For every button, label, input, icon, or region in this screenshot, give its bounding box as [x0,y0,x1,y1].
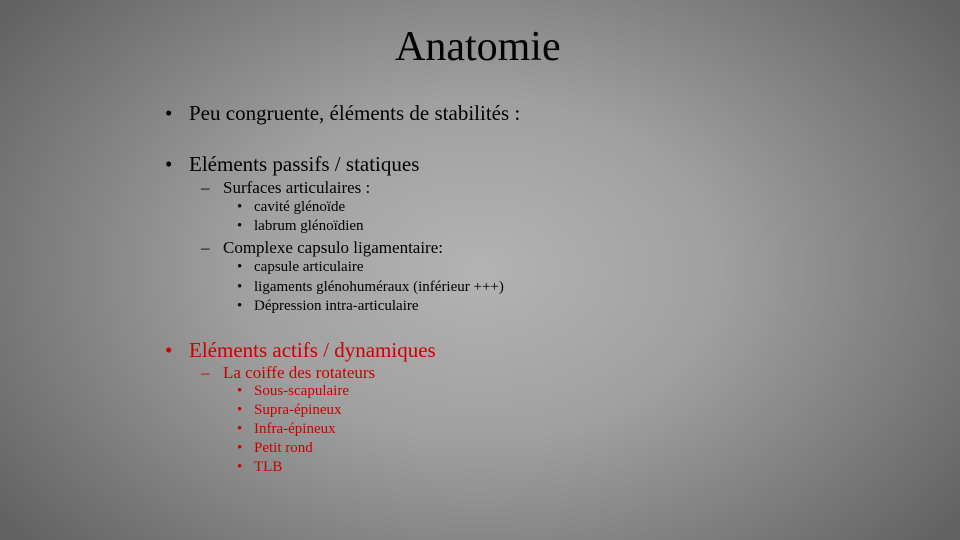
bullet-point-congruence [165,100,520,126]
bullet-marker: • [237,421,243,437]
sub-point-capsule [201,238,443,258]
list-item-text: Dépression intra-articulaire [254,298,419,314]
list-item-text: Supra-épineux [254,402,342,418]
sub-point-text: La coiffe des rotateurs [223,363,376,382]
bullet-marker: • [237,402,243,418]
list-item-text: labrum glénoïdien [254,218,364,234]
bullet-text: Eléments actifs / dynamiques [189,338,436,362]
list-item [237,382,349,401]
bullet-marker: • [165,101,173,125]
bullet-marker: • [237,279,243,295]
bullet-marker: • [237,199,243,215]
list-item-text: Infra-épineux [254,421,336,437]
bullet-text: Peu congruente, éléments de stabilités : [189,101,521,125]
list-item [237,458,282,477]
dash-marker: – [201,363,210,382]
list-item-text: cavité glénoïde [254,199,346,215]
bullet-point-active [165,337,436,363]
bullet-marker: • [165,152,173,176]
list-item [237,297,419,316]
list-item [237,420,336,439]
bullet-marker: • [237,440,243,456]
bullet-marker: • [237,459,243,475]
list-item [237,278,504,297]
list-item-text: Petit rond [254,440,313,456]
sub-point-text: Complexe capsulo ligamentaire: [223,238,443,257]
bullet-marker: • [237,218,243,234]
sub-point-text: Surfaces articulaires : [223,178,371,197]
bullet-marker: • [237,259,243,275]
list-item [237,258,364,277]
bullet-point-passive [165,151,419,177]
list-item [237,198,345,217]
list-item [237,439,313,458]
bullet-marker: • [237,383,243,399]
dash-marker: – [201,178,210,197]
bullet-marker: • [165,338,173,362]
list-item-text: capsule articulaire [254,259,364,275]
list-item-text: TLB [254,459,283,475]
list-item-text: Sous-scapulaire [254,383,349,399]
sub-point-surfaces [201,178,370,198]
list-item [237,217,364,236]
bullet-marker: • [237,298,243,314]
list-item [237,401,341,420]
dash-marker: – [201,238,210,257]
slide-title: Anatomie [395,24,561,70]
bullet-text: Eléments passifs / statiques [189,152,420,176]
sub-point-cuff [201,363,375,383]
list-item-text: ligaments glénohuméraux (inférieur +++) [254,279,504,295]
